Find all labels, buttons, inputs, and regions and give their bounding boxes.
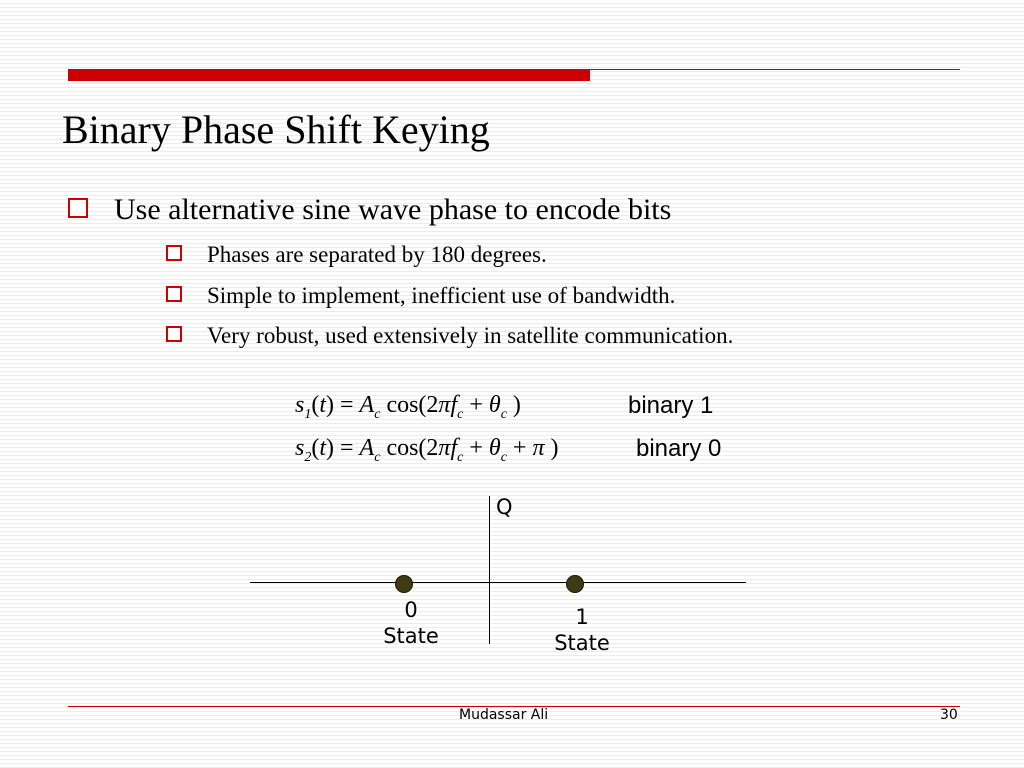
equation-s1: $s_1(t) = A_c$ $\cos(2\pi f_c + \theta_c$ ) bbox=[295, 392, 521, 422]
square-bullet-icon bbox=[68, 198, 88, 218]
sub-bullet-text: Very robust, used extensively in satellite communication. bbox=[207, 323, 734, 348]
q-axis-label: Q bbox=[496, 495, 513, 519]
q-axis bbox=[489, 496, 490, 644]
state-1-number: 1 bbox=[575, 605, 589, 629]
square-bullet-icon bbox=[166, 245, 182, 261]
sub-bullet-text: Phases are separated by 180 degrees. bbox=[207, 242, 547, 267]
state-0-word: State bbox=[383, 624, 439, 648]
sub-bullet-text: Simple to implement, inefficient use of bandwidth. bbox=[207, 283, 676, 308]
equation-s2: $s_2(t) = A_c$ $\cos(2\pi f_c + \theta_c + \pi$ ) bbox=[295, 435, 559, 465]
equation-s1-tag: binary 1 bbox=[628, 392, 714, 419]
equation-s2-tag: binary 0 bbox=[636, 435, 722, 462]
sub-bullet bbox=[166, 240, 547, 270]
slide-title: Binary Phase Shift Keying bbox=[62, 107, 490, 152]
sub-bullet bbox=[166, 321, 733, 351]
main-bullet-text: Use alternative sine wave phase to encode bits bbox=[114, 193, 672, 226]
constellation-point-1 bbox=[566, 575, 584, 593]
state-1-label bbox=[546, 604, 618, 656]
constellation-point-0 bbox=[395, 575, 413, 593]
footer-author: Mudassar Ali bbox=[459, 707, 549, 723]
state-0-number: 0 bbox=[404, 598, 418, 622]
square-bullet-icon bbox=[166, 326, 182, 342]
i-axis bbox=[250, 582, 746, 583]
sub-bullet bbox=[166, 281, 675, 311]
main-bullet bbox=[68, 190, 671, 230]
slide-number: 30 bbox=[940, 707, 958, 723]
state-1-word: State bbox=[554, 631, 610, 655]
state-0-label bbox=[376, 597, 446, 649]
title-accent-bar bbox=[68, 69, 590, 81]
square-bullet-icon bbox=[166, 286, 182, 302]
title-accent-line bbox=[590, 69, 960, 70]
